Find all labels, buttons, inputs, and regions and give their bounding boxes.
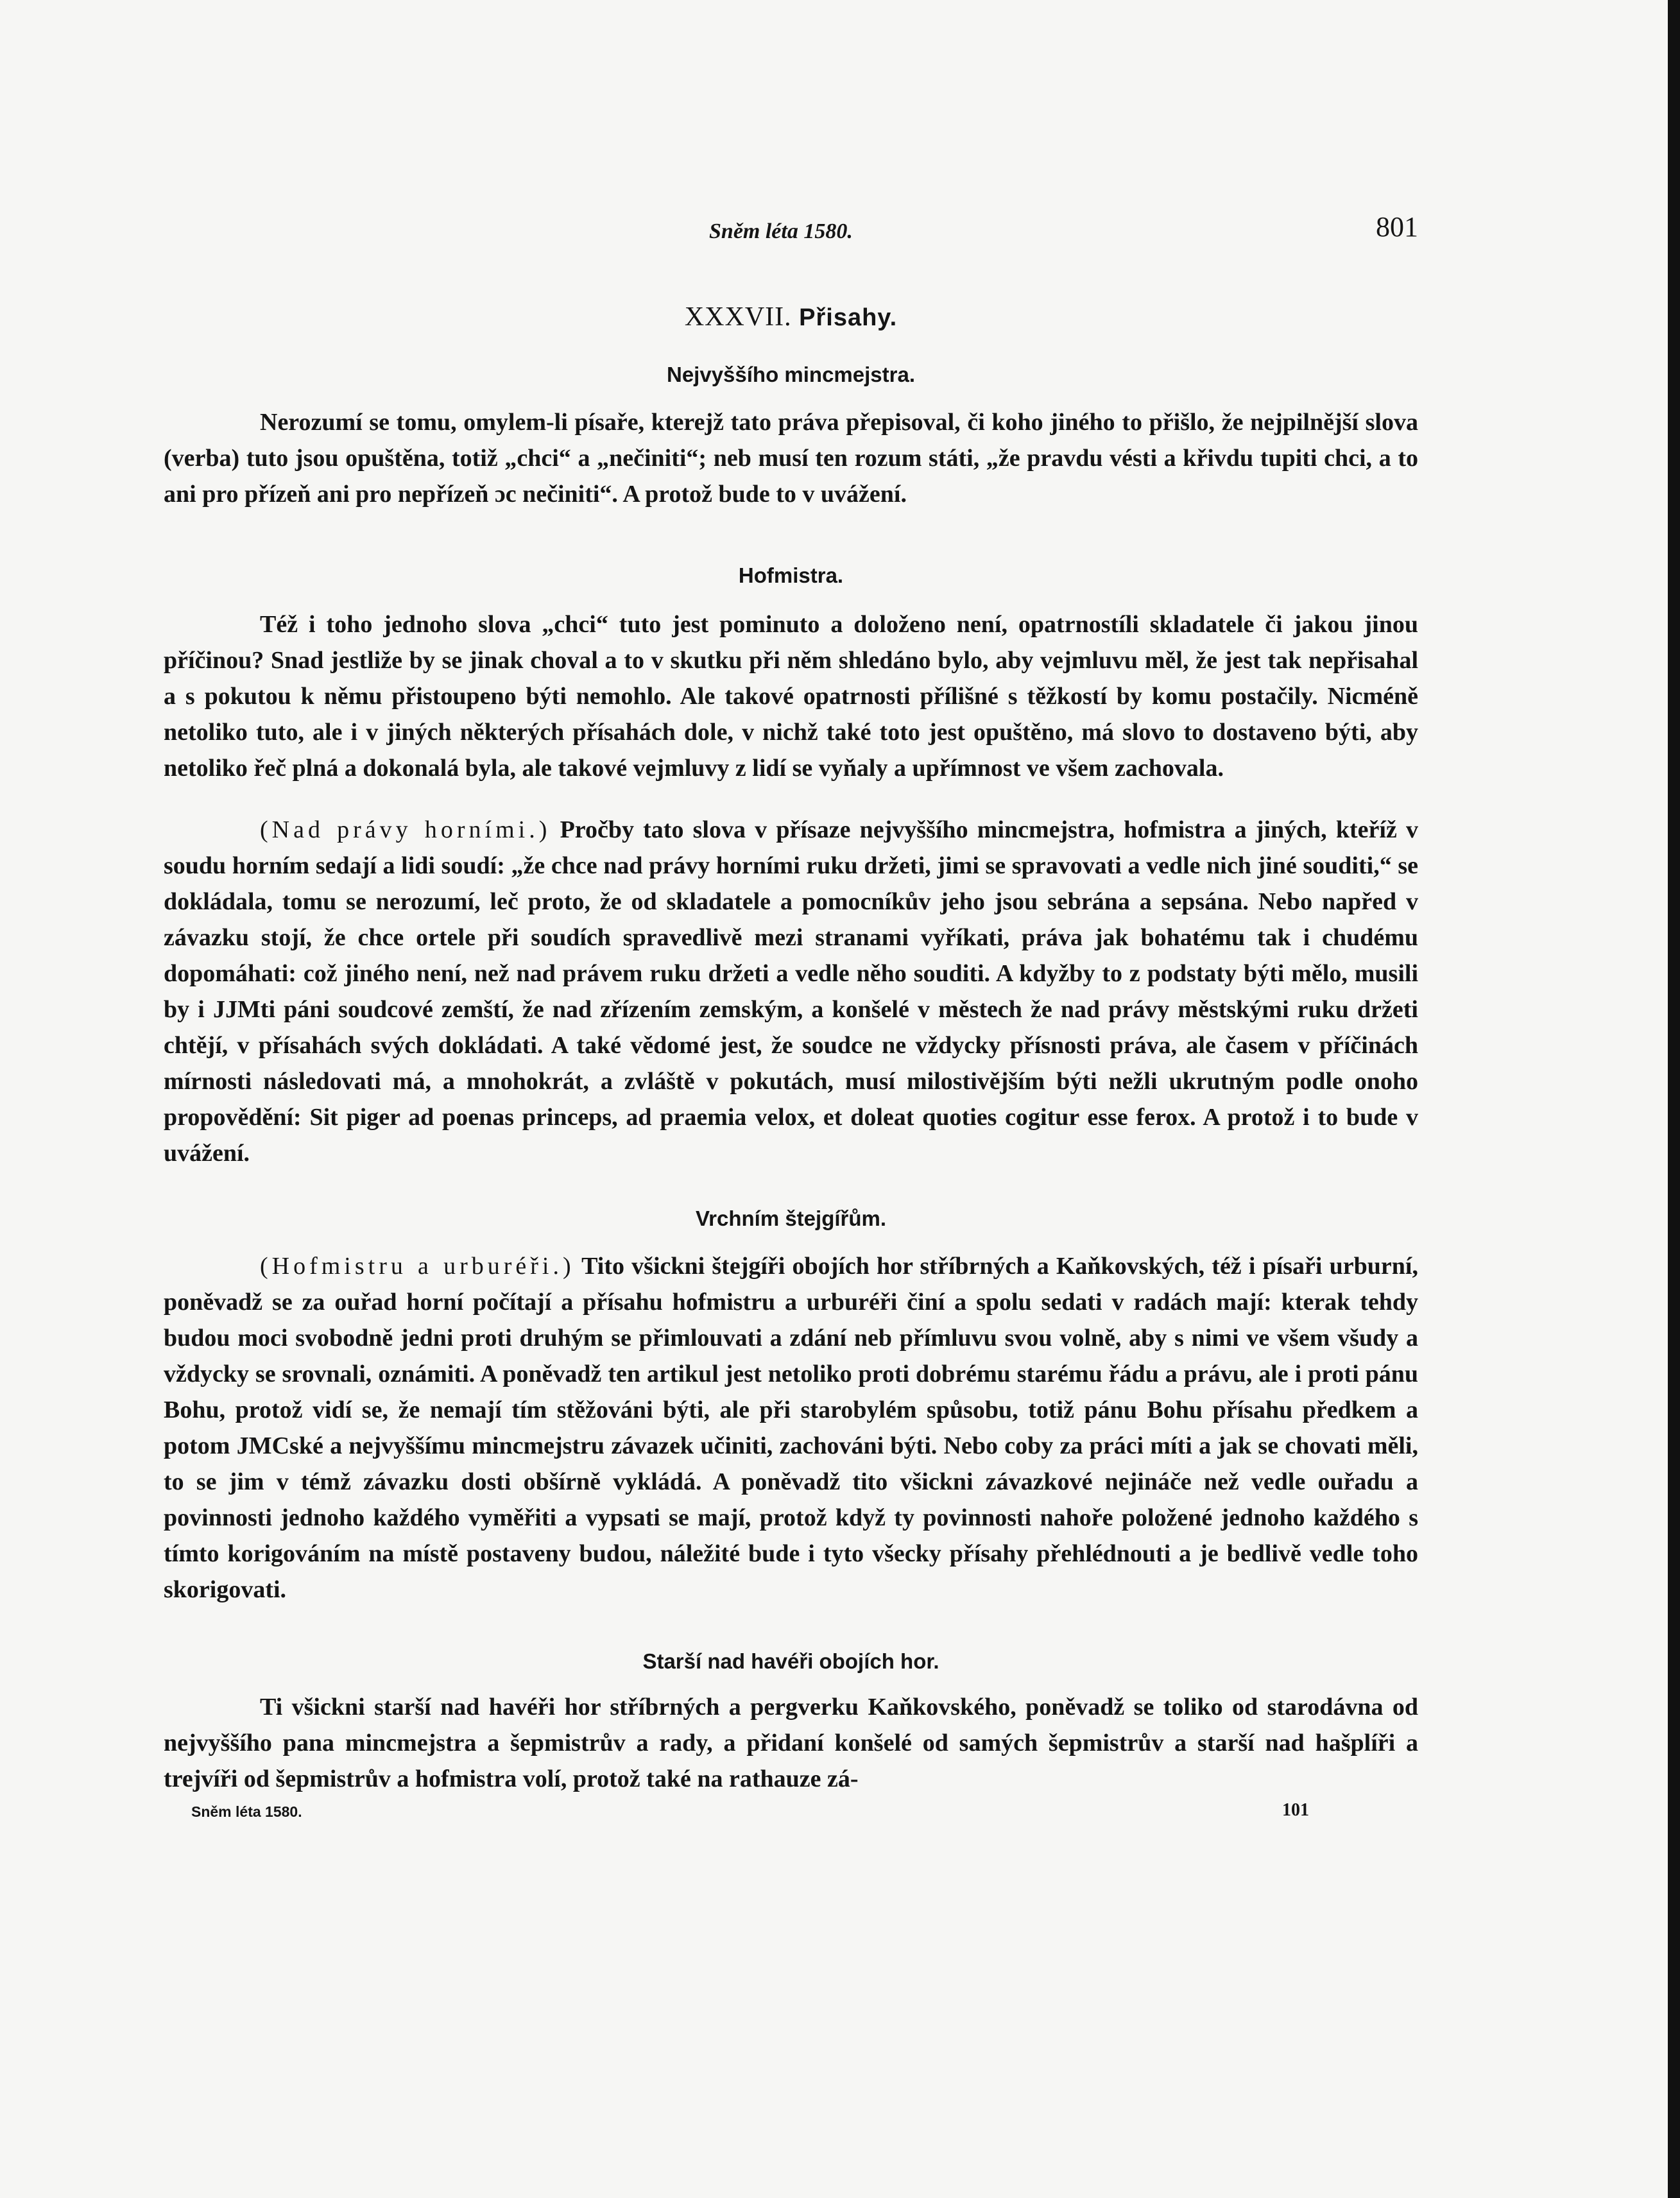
paragraph-prefix: (Hofmistru a urburéři.)	[260, 1253, 575, 1280]
paragraph: Ti všickni starší nad havéři hor stříbrných a pergverku Kaňkovského, poněvadž se toliko od starodávna od nejvyššího pana mincmejstra a šepmistrův a rady, a přidaní konšelé od samých šepmistrův a starší nad hašplíři a trejvíři od šepmistrův a hofmistra volí, protož také na rathauze zá-	[164, 1694, 1418, 1792]
section-heading: Nejvyššího mincmejstra.	[666, 363, 915, 386]
running-title: Sněm léta 1580.	[709, 219, 853, 243]
chapter-name: Přisahy.	[799, 304, 898, 331]
section-heading: Hofmistra.	[738, 563, 844, 587]
printer-signature: Sněm léta 1580.	[191, 1803, 302, 1820]
paragraph-text: Tito všickni štejgíři obojích hor stříbrných a Kaňkovských, též i písaři urburní, poněvadž se za ouřad horní počítají a přísahu hofmistru a urburéři činí a spolu sedati v radách mají: kterak tehdy budou moci svobodně jedni proti druhým se přimlouvati a zdání neb přímluvu svou volně, aby s nimi ve všem všudy a vždycky se srovnali, oznámiti. A poněvadž ten artikul jest netoliko proti dobrému starému řádu a právu, ale i proti pánu Bohu, protož vidí se, že nemají tím stěžováni býti, ale při starobylém spůsobu, totiž pánu Bohu přísahu předkem a potom JMCské a nejvyššímu mincmejstru závazek učiniti, zachováni býti. Nebo coby za práci míti a jak se chovati měli, to se jim v témž závazku dosti obšírně vykládá. A poněvadž tito všickni závazkové nejináče než vedle ouřadu a povinnosti jednoho každého vyměřiti a vypsati se mají, protož když ty povinnosti nahoře položené jednoho každého s tímto korigováním na místě postaveny budou, náležité bude i tyto všecky přísahy přehlédnouti a je bedlivě vedle toho skorigovati.	[164, 1253, 1418, 1603]
page-number: 801	[1376, 211, 1418, 243]
paragraph	[164, 1248, 1418, 1608]
paragraph-text: Pročby tato slova v přísaze nejvyššího mincmejstra, hofmistra a jiných, kteříž v soudu horním sedají a lidi soudí: „že chce nad právy horními ruku držeti, jimi se spravovati a vedle nich jiné souditi,“ se dokládala, tomu se nerozumí, leč proto, že od skladatele a pomocníkův jeho jsou sebrána a sepsána. Nebo napřed v závazku stojí, že chce ortele při soudích spravedlivě mezi stranami vyříkati, práva jak bohatému tak i chudému dopomáhati: což jiného není, než nad právem ruku držeti a vedle něho souditi. A kdyžby to z podstaty býti mělo, musili by i JJMti páni soudcové zemští, že nad zřízením zemským, a konšelé v městech že nad právy městskými ruku držeti chtějí, v přísahách svých dokládati. A také vědomé jest, že soudce ne vždycky přísnosti práva, ale časem v příčinách mírnosti následovati má, a mnohokrát, a zvláště v pokutách, musí milostivějším býti nežli ukrutným podle onoho propovědění: Sit piger ad poenas princeps, ad praemia velox, et doleat quoties cogitur esse ferox. A protož i to bude v uvážení.	[164, 816, 1419, 1167]
paragraph-prefix: (Nad právy horními.)	[260, 816, 551, 843]
section-heading: Vrchním štejgířům.	[695, 1206, 887, 1230]
section-heading: Starší nad havéři obojích hor.	[642, 1649, 939, 1673]
chapter-title	[164, 302, 1418, 332]
paragraph: Též i toho jednoho slova „chci“ tuto jest pominuto a doloženo není, opatrnostíli skladatele či jakou jinou příčinou? Snad jestliže by se jinak choval a to v skutku při něm shledáno bylo, aby vejmluvu měl, že jest tak nepřisahal a s pokutou k němu přistoupeno býti nemohlo. Ale takové opatrnosti přílišné s těžkostí by komu postačily. Nicméně netoliko tuto, ale i v jiných některých přísahách dole, v nichž také toto jest opuštěno, má slovo to dostaveno býti, aby netoliko řeč plná a dokonalá byla, ale takové vejmluvy z lidí se vyňaly a upřímnost ve všem zachovala.	[164, 611, 1418, 782]
paragraph: Nerozumí se tomu, omylem-li písaře, kterejž tato práva přepisoval, či koho jiného to přišlo, že nejpilnější slova (verba) tuto jsou opuštěna, totiž „chci“ a „nečiniti“; neb musí ten rozum státi, „že pravdu vésti a křivdu tupiti chci, a to ani pro přízeň ani pro nepřízeň ɔc nečiniti“. A protož bude to v uvážení.	[164, 409, 1418, 508]
paragraph	[164, 812, 1418, 1171]
chapter-number: XXXVII.	[684, 302, 792, 332]
scan-edge	[1668, 0, 1680, 2198]
sheet-number: 101	[1282, 1800, 1309, 1820]
page-header	[164, 210, 1418, 249]
